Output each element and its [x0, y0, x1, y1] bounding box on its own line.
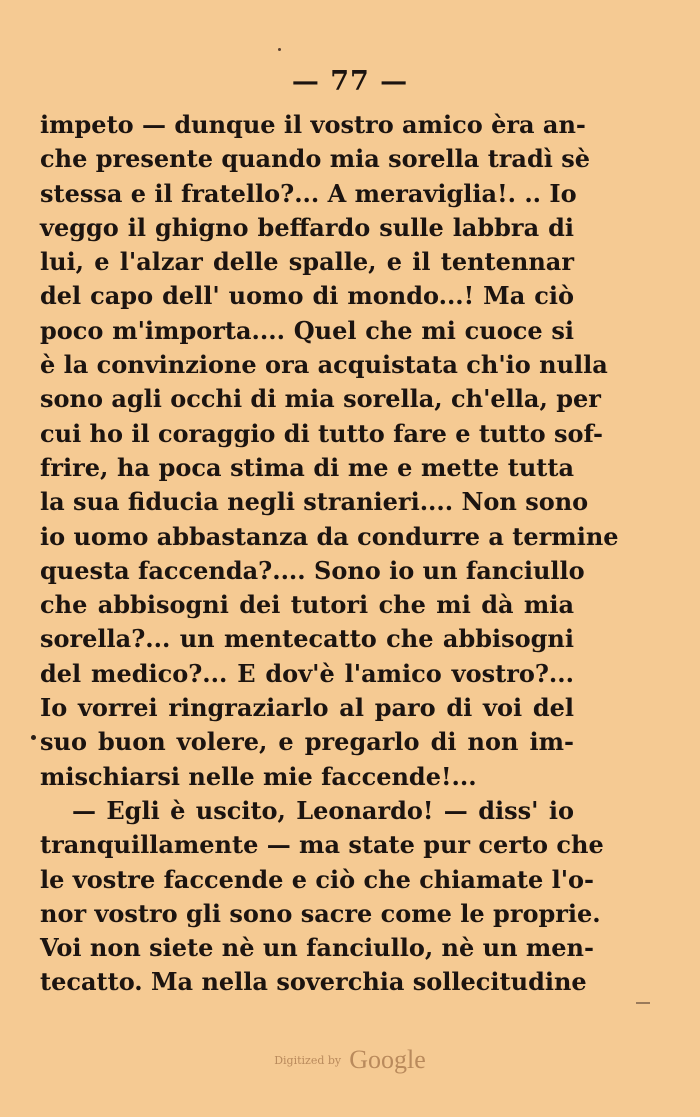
- text-line: mischiarsi nelle mie faccende!...: [40, 761, 477, 791]
- watermark-prefix: Digitized by: [274, 1053, 342, 1067]
- text-line: del medico?... E dov'è l'amico vostro?...: [40, 658, 574, 688]
- text-line: poco m'importa.... Quel che mi cuoce si: [40, 315, 574, 345]
- text-line: stessa e il fratello?... A meraviglia!. .. Io: [40, 178, 577, 208]
- text-line: Io vorrei ringraziarlo al paro di voi del: [40, 693, 574, 723]
- google-logo: Google: [349, 1045, 426, 1074]
- text-line: nor vostro gli sono sacre come le proprie.: [40, 898, 601, 928]
- text-line: la sua fiducia negli stranieri.... Non sono: [40, 487, 589, 517]
- text-line: lui, e l'alzar delle spalle, e il tentennar: [40, 247, 574, 277]
- text-line: impeto — dunque il vostro amico èra an-: [40, 110, 586, 139]
- dash-mark: [636, 1002, 650, 1004]
- text-line: suo buon volere, e pregarlo di non im-: [40, 727, 574, 757]
- text-line: sono agli occhi di mia sorella, ch'ella, per: [40, 384, 601, 414]
- text-line: questa faccenda?.... Sono io un fanciullo: [40, 555, 585, 585]
- text-line: che presente quando mia sorella tradì sè: [40, 144, 591, 174]
- text-line: veggo il ghigno beffardo sulle labbra di: [40, 212, 574, 242]
- text-line: frire, ha poca stima di me e mette tutta: [40, 452, 574, 482]
- text-line: che abbisogni dei tutori che mi dà mia: [40, 590, 574, 620]
- text-line: le vostre faccende e ciò che chiamate l'o-: [40, 864, 595, 894]
- watermark: [0, 1045, 700, 1075]
- text-line: Voi non siete nè un fanciullo, nè un men-: [40, 933, 594, 963]
- text-block: [40, 108, 619, 1000]
- text-line: — Egli è uscito, Leonardo! — diss' io: [72, 795, 574, 825]
- stray-mark: [31, 735, 36, 740]
- text-line: tranquillamente — ma state pur certo che: [40, 830, 604, 860]
- stray-mark: [278, 48, 281, 51]
- page-number: — 77 —: [291, 66, 409, 97]
- text-line: cui ho il coraggio di tutto fare e tutto sof-: [40, 418, 603, 448]
- text-line: del capo dell' uomo di mondo...! Ma ciò: [40, 281, 574, 311]
- text-line: io uomo abbastanza da condurre a termine: [40, 521, 619, 551]
- text-line: sorella?... un mentecatto che abbisogni: [40, 624, 574, 654]
- text-line: tecatto. Ma nella soverchia sollecitudine: [40, 967, 587, 997]
- text-line: è la convinzione ora acquistata ch'io nulla: [40, 350, 608, 380]
